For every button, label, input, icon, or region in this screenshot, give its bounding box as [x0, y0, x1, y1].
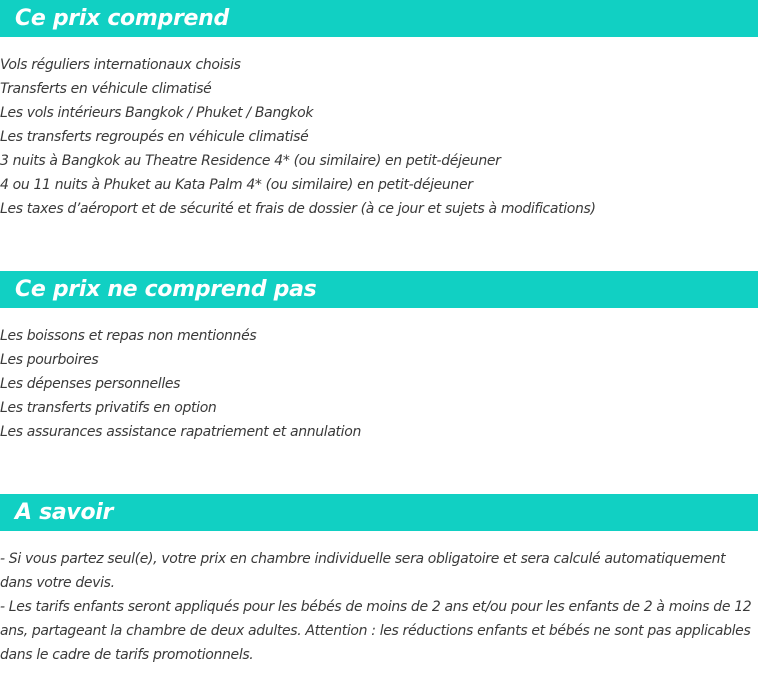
- info-paragraph-solo: - Si vous partez seul(e), votre prix en chambre individuelle sera obligatoire et sera calculé automatiquement dans votre devis.: [0, 551, 726, 591]
- list-item: 3 nuits à Bangkok au Theatre Residence 4* (ou similaire) en petit-déjeuner: [0, 153, 501, 169]
- included-list: [0, 53, 596, 221]
- excluded-list: [0, 324, 361, 444]
- list-item: Les assurances assistance rapatriement et annulation: [0, 424, 361, 440]
- list-item: Les transferts regroupés en véhicule climatisé: [0, 129, 309, 145]
- excluded-section-title: Ce prix ne comprend pas: [15, 277, 317, 302]
- list-item: Les boissons et repas non mentionnés: [0, 328, 257, 344]
- info-paragraph-children: - Les tarifs enfants seront appliqués pour les bébés de moins de 2 ans et/ou pour les enfants de 2 à moins de 12 ans, partageant la chambre de deux adultes. Attention : les réductions enfants et bébés ne sont pas applicables dans le cadre de tarifs promotionnels.: [0, 599, 752, 663]
- included-section-title: Ce prix comprend: [15, 6, 229, 31]
- list-item: Transferts en véhicule climatisé: [0, 81, 212, 97]
- list-item: Les transferts privatifs en option: [0, 400, 217, 416]
- included-section-header: [0, 0, 758, 37]
- list-item: Les vols intérieurs Bangkok / Phuket / Bangkok: [0, 105, 314, 121]
- excluded-section-header: [0, 271, 758, 308]
- list-item: Vols réguliers internationaux choisis: [0, 57, 241, 73]
- list-item: 4 ou 11 nuits à Phuket au Kata Palm 4* (ou similaire) en petit-déjeuner: [0, 177, 473, 193]
- list-item: Les pourboires: [0, 352, 99, 368]
- info-section-title: A savoir: [15, 500, 114, 525]
- list-item: Les taxes d’aéroport et de sécurité et frais de dossier (à ce jour et sujets à modifications): [0, 201, 596, 217]
- info-section-header: [0, 494, 758, 531]
- list-item: Les dépenses personnelles: [0, 376, 181, 392]
